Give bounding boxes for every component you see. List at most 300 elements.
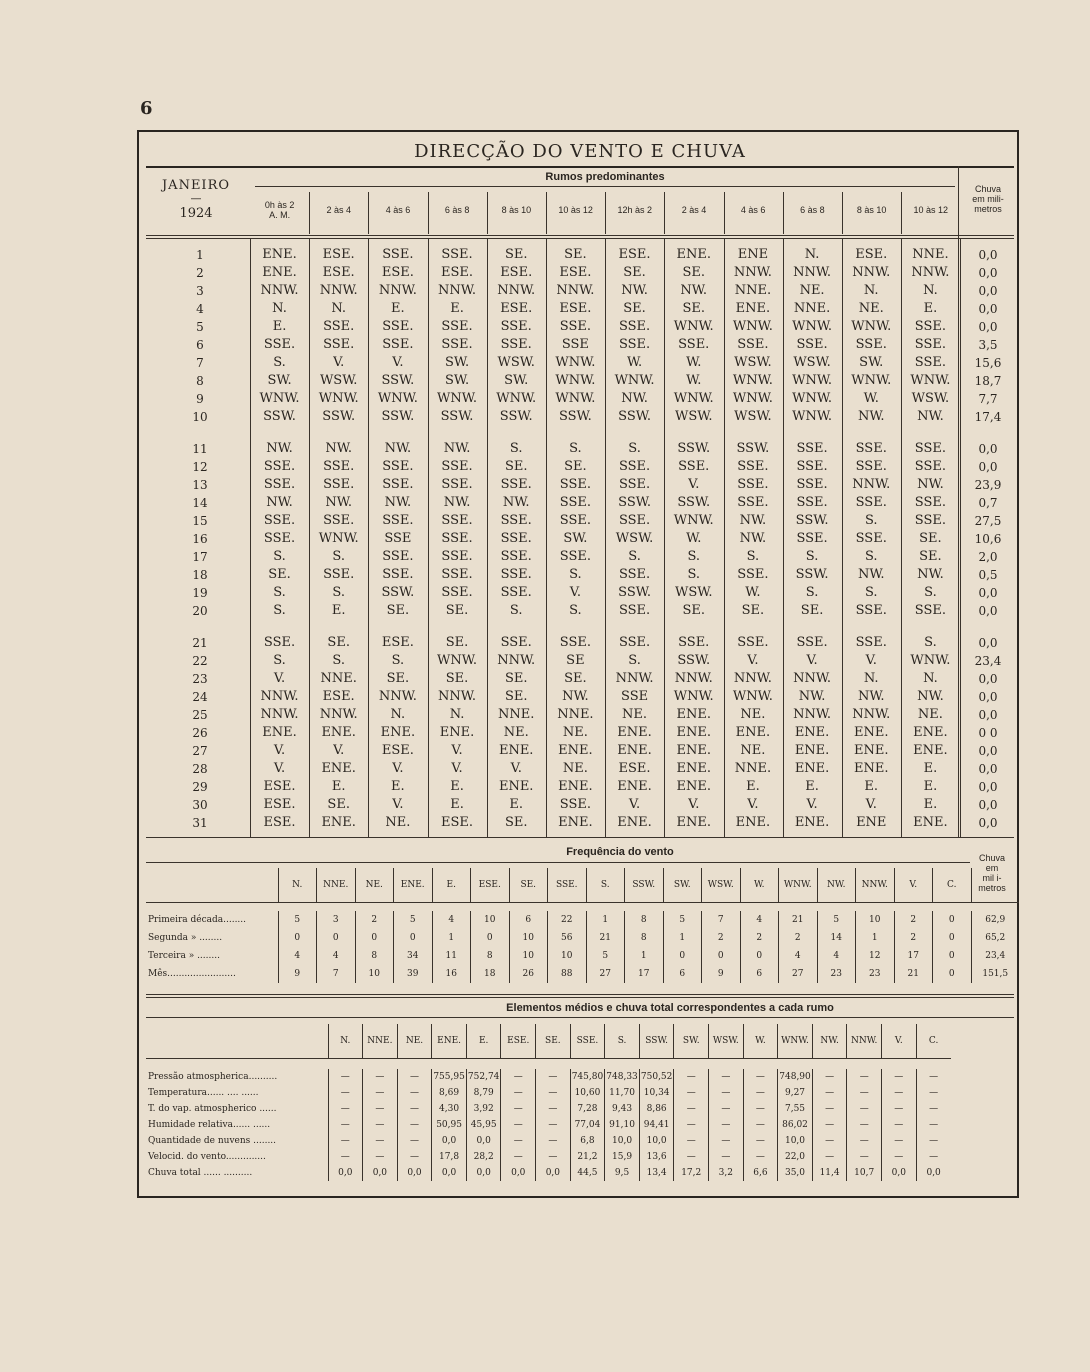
wind-direction-cell: SE. [504, 459, 528, 474]
wind-direction-cell: ESE. [263, 779, 296, 794]
column-header: N. [328, 1024, 363, 1059]
wind-direction-cell: WNW. [555, 391, 596, 406]
wind-direction-cell: N. [331, 301, 347, 316]
table-row [150, 530, 1016, 548]
wind-direction-cell: N. [863, 671, 879, 686]
wind-direction-cell: NNW. [733, 671, 772, 686]
wind-direction-cell: ENE. [794, 743, 830, 758]
wind-direction-cell: NE. [503, 725, 529, 740]
wind-direction-cell: SSE. [914, 495, 947, 510]
wind-direction-cell: S. [273, 603, 286, 618]
rain-total-cell: 65,2 [971, 929, 1019, 947]
table-row [150, 584, 1016, 602]
month-label: JANEIRO [161, 178, 231, 193]
value-cell: 755,95 [432, 1069, 467, 1085]
wind-direction-cell: ESE. [322, 247, 355, 262]
wind-direction-cell: WNW. [792, 373, 833, 388]
value-cell: 26 [509, 965, 548, 983]
value-cell: 4,30 [432, 1101, 467, 1117]
value-cell: — [709, 1101, 744, 1117]
wind-direction-cell: NE. [799, 283, 825, 298]
value-cell: 10,7 [847, 1165, 882, 1181]
wind-direction-cell: ESE. [381, 743, 414, 758]
wind-direction-cell: ESE. [441, 815, 474, 830]
column-divider [901, 238, 902, 837]
value-cell: — [674, 1149, 709, 1165]
wind-direction-cell: N. [449, 707, 465, 722]
rain-value: 0,0 [978, 672, 998, 686]
table-row [150, 814, 1016, 832]
wind-direction-cell: NNE. [557, 707, 594, 722]
value-cell: 1 [625, 947, 664, 965]
wind-direction-cell: SSE. [618, 319, 651, 334]
wind-direction-cell: ESE. [618, 247, 651, 262]
wind-direction-cell: SSW. [381, 409, 415, 424]
decade-gap [150, 620, 1016, 634]
wind-direction-cell: NW. [266, 495, 293, 510]
value-cell: — [882, 1133, 917, 1149]
wind-direction-cell: E. [923, 761, 938, 776]
wind-direction-cell: SW. [859, 355, 884, 370]
value-cell: 0 [933, 929, 972, 947]
wind-direction-cell: SSE. [914, 355, 947, 370]
value-cell: 7 [317, 965, 356, 983]
wind-direction-cell: SSE. [678, 635, 710, 650]
value-cell: 0 [471, 929, 510, 947]
wind-direction-cell: ENE. [794, 761, 830, 776]
wind-direction-cell: S. [628, 653, 641, 668]
wind-direction-cell: WNW. [377, 391, 418, 406]
wind-direction-cell: WNW. [910, 373, 951, 388]
wind-direction-cell: NNE. [793, 301, 831, 316]
wind-direction-cell: SSE. [441, 513, 473, 528]
value-cell: 11,70 [605, 1085, 640, 1101]
column-header: ESE. [501, 1024, 536, 1059]
wind-direction-cell: SSE. [559, 635, 591, 650]
wind-direction-cell: SSE. [559, 495, 591, 510]
wind-direction-cell: SW. [267, 373, 292, 388]
wind-direction-cell: NW. [857, 409, 885, 424]
wind-direction-cell: SE. [504, 671, 528, 686]
wind-direction-cell: ENE. [853, 725, 889, 740]
value-cell: 12 [856, 947, 895, 965]
wind-direction-cell: S. [687, 567, 701, 582]
wind-direction-cell: SSE. [855, 603, 887, 618]
wind-direction-cell: WNW. [437, 653, 478, 668]
wind-direction-cell: SSE. [263, 635, 296, 650]
wind-direction-cell: ENE. [913, 815, 948, 830]
wind-direction-cell: E. [331, 603, 346, 618]
day-number: 31 [192, 816, 208, 830]
day-number: 1 [196, 248, 204, 262]
value-cell: — [847, 1069, 882, 1085]
wind-direction-cell: V. [451, 743, 463, 758]
freq-title: Frequência do vento [566, 846, 674, 858]
wind-direction-cell: ESE. [618, 761, 651, 776]
wind-direction-cell: SSE. [323, 513, 355, 528]
wind-direction-cell: SSE. [500, 477, 532, 492]
hour-header-line: 12h às 2 [617, 205, 653, 215]
wind-direction-cell: SSW. [618, 495, 651, 510]
wind-direction-cell: SSE. [441, 477, 473, 492]
wind-direction-cell: SSW. [618, 585, 651, 600]
wind-direction-cell: V. [806, 797, 818, 812]
column-divider [368, 238, 369, 837]
wind-direction-cell: SSE. [263, 477, 296, 492]
hour-header-7 [605, 205, 664, 215]
wind-direction-cell: NE. [622, 707, 648, 722]
wind-direction-cell: SW. [563, 531, 588, 546]
day-number: 5 [196, 320, 204, 334]
wind-direction-cell: E. [272, 319, 287, 334]
wind-direction-cell: ESE. [263, 797, 296, 812]
wind-direction-cell: SSE. [500, 513, 532, 528]
table-row [150, 602, 1016, 620]
wind-direction-cell: NNW. [260, 689, 299, 704]
column-divider [250, 238, 251, 837]
hour-header-line: 8 às 10 [856, 205, 887, 215]
row-label: Mês........................ [148, 969, 236, 979]
column-header: S. [586, 868, 625, 903]
column-divider [487, 238, 488, 837]
wind-direction-cell: WNW. [673, 391, 714, 406]
value-cell: — [397, 1069, 432, 1085]
wind-direction-cell: NE. [858, 301, 884, 316]
value-cell: — [363, 1117, 398, 1133]
wind-direction-cell: SE. [564, 247, 587, 262]
wind-direction-cell: WNW. [851, 373, 892, 388]
table-row [150, 354, 1016, 372]
wind-direction-cell: SSE [384, 531, 412, 546]
table-row [150, 408, 1016, 426]
wind-direction-cell: S. [569, 441, 582, 456]
table-row [150, 796, 1016, 814]
day-number: 18 [192, 568, 208, 582]
wind-direction-cell: SSE. [559, 549, 591, 564]
wind-direction-cell: WNW. [555, 373, 596, 388]
wind-direction-cell: NW. [443, 441, 471, 456]
hour-header-10 [783, 205, 842, 215]
hour-header-6 [546, 205, 605, 215]
wind-direction-cell: S. [924, 585, 937, 600]
value-cell: 0 [933, 911, 972, 929]
wind-direction-cell: SE. [327, 797, 350, 812]
value-cell: 2 [779, 929, 818, 947]
wind-direction-cell: NE. [562, 761, 588, 776]
wind-direction-cell: SSE. [737, 635, 769, 650]
value-cell: — [397, 1085, 432, 1101]
value-cell: 27 [586, 965, 625, 983]
wind-direction-cell: SSE. [855, 459, 887, 474]
wind-direction-cell: V. [806, 653, 818, 668]
value-cell: 0 [740, 947, 779, 965]
wind-direction-cell: V. [747, 797, 759, 812]
wind-direction-cell: V. [865, 797, 877, 812]
column-header: W. [743, 1024, 778, 1059]
column-header: SW. [674, 1024, 709, 1059]
wind-direction-cell: NW. [798, 689, 826, 704]
wind-direction-cell: ENE. [262, 725, 297, 740]
value-cell: 4 [740, 911, 779, 929]
wind-direction-cell: ENE. [676, 815, 711, 830]
wind-direction-cell: ENE. [321, 815, 356, 830]
rain-value: 0,0 [978, 690, 998, 704]
day-number: 20 [192, 604, 208, 618]
hour-header-11 [842, 205, 901, 215]
wind-direction-cell: WSW. [674, 409, 713, 424]
value-cell: 10,60 [570, 1085, 605, 1101]
hour-header-divider [487, 192, 488, 234]
wind-direction-cell: ENE. [794, 815, 830, 830]
wind-direction-cell: ENE. [558, 779, 593, 794]
value-cell: 13,4 [639, 1165, 674, 1181]
wind-direction-cell: WNW. [732, 373, 773, 388]
freq-rain-line-1: Chuva [978, 853, 1005, 863]
value-cell: 7 [702, 911, 741, 929]
wind-direction-cell: WSW. [734, 409, 772, 424]
value-cell: 0,0 [501, 1165, 536, 1181]
wind-direction-cell: WNW. [732, 391, 773, 406]
table-row [150, 476, 1016, 494]
value-cell: 0,0 [397, 1165, 432, 1181]
wind-direction-cell: SSE. [618, 459, 651, 474]
rain-value: 0,0 [978, 798, 998, 812]
wind-direction-cell: SSE. [559, 797, 591, 812]
wind-direction-cell: SSE. [559, 319, 591, 334]
freq-rain-line-2: em [985, 863, 999, 873]
table-row [150, 300, 1016, 318]
wind-direction-cell: ESE. [441, 265, 474, 280]
value-cell: — [743, 1085, 778, 1101]
wind-direction-cell: S. [569, 567, 582, 582]
wind-direction-cell: SE [566, 653, 585, 668]
value-cell: — [709, 1085, 744, 1101]
wind-direction-cell: NW. [857, 567, 885, 582]
value-cell: 4 [317, 947, 356, 965]
day-number: 17 [192, 550, 208, 564]
value-cell: — [709, 1133, 744, 1149]
wind-direction-cell: NNW. [793, 671, 832, 686]
wind-direction-cell: SE. [386, 671, 410, 686]
value-cell: 9,27 [778, 1085, 813, 1101]
value-cell: — [916, 1101, 951, 1117]
day-number: 4 [196, 302, 204, 316]
wind-direction-cell: SSE. [323, 319, 355, 334]
value-cell: 10 [509, 947, 548, 965]
value-cell: — [328, 1069, 363, 1085]
wind-direction-cell: NNW. [319, 283, 358, 298]
rain-value: 0,0 [978, 780, 998, 794]
wind-direction-cell: ESE. [381, 635, 414, 650]
wind-direction-cell: NW. [917, 409, 944, 424]
wind-direction-cell: SSE. [618, 513, 651, 528]
header-bottom-rule [146, 235, 1014, 236]
wind-direction-cell: ENE. [617, 743, 652, 758]
value-cell: 17 [625, 965, 664, 983]
wind-direction-cell: NNW. [497, 283, 536, 298]
value-cell: — [916, 1149, 951, 1165]
table-row [150, 372, 1016, 390]
header-rain-blank [971, 868, 1019, 903]
rain-value: 0,7 [978, 496, 998, 510]
value-cell: 3 [317, 911, 356, 929]
wind-direction-cell: WNW. [496, 391, 537, 406]
value-cell: 6 [509, 911, 548, 929]
wind-direction-cell: SSE. [855, 441, 887, 456]
wind-direction-cell: SSE. [323, 459, 355, 474]
wind-direction-cell: S. [864, 549, 878, 564]
day-number: 7 [196, 356, 204, 370]
table-row [146, 929, 1019, 947]
wind-direction-cell: SSW. [736, 441, 770, 456]
wind-direction-cell: NW. [502, 495, 530, 510]
wind-direction-cell: NW. [325, 495, 352, 510]
value-cell: — [882, 1117, 917, 1133]
value-cell: 750,52 [639, 1069, 674, 1085]
wind-direction-cell: E. [746, 779, 760, 794]
hour-header-line: 10 às 12 [913, 205, 949, 215]
wind-direction-cell: ENE. [913, 725, 948, 740]
column-header: V. [882, 1024, 917, 1059]
hour-header-2 [309, 205, 368, 215]
column-header: NNE. [317, 868, 356, 903]
value-cell: 44,5 [570, 1165, 605, 1181]
wind-direction-cell: W. [626, 355, 643, 370]
value-cell: — [743, 1069, 778, 1085]
wind-direction-cell: NNW. [852, 265, 891, 280]
header-bottom-rule-2 [146, 238, 1014, 239]
wind-direction-table [150, 246, 1016, 832]
wind-direction-cell: ENE. [676, 725, 711, 740]
column-divider [664, 238, 665, 837]
wind-direction-cell: SSE. [441, 337, 473, 352]
table-row [146, 965, 1019, 983]
value-cell: — [501, 1101, 536, 1117]
wind-direction-cell: SSW. [381, 585, 415, 600]
wind-direction-cell: S. [864, 513, 878, 528]
value-cell: — [847, 1101, 882, 1117]
value-cell: 0,0 [432, 1165, 467, 1181]
value-cell: 17,2 [674, 1165, 709, 1181]
wind-direction-cell: SSE. [618, 477, 651, 492]
wind-direction-cell: ESE. [855, 247, 888, 262]
value-cell: 0 [933, 965, 972, 983]
rain-value: 0,0 [978, 762, 998, 776]
wind-frequency-table [146, 868, 1019, 983]
value-cell: 7,55 [778, 1101, 813, 1117]
day-number: 16 [192, 532, 208, 546]
table-row [146, 1117, 951, 1133]
wind-direction-cell: SSW. [440, 409, 474, 424]
wind-direction-cell: ENE. [498, 743, 534, 758]
wind-direction-cell: ENE. [380, 725, 416, 740]
value-cell: 745,80 [570, 1069, 605, 1085]
wind-direction-cell: SSE. [914, 441, 947, 456]
column-header: S. [605, 1024, 640, 1059]
wind-direction-cell: SSE. [441, 549, 473, 564]
wind-direction-cell: WNW. [910, 653, 951, 668]
value-cell: 2 [702, 929, 741, 947]
wind-direction-cell: S. [332, 653, 345, 668]
value-cell: 21 [779, 911, 818, 929]
wind-direction-cell: SSE. [855, 495, 887, 510]
header-blank [146, 868, 278, 903]
wind-direction-cell: NE. [562, 725, 588, 740]
table-row [150, 458, 1016, 476]
wind-direction-cell: ESE. [500, 301, 533, 316]
wind-direction-cell: SE. [682, 265, 705, 280]
value-cell: — [397, 1133, 432, 1149]
wind-direction-cell: NNW. [378, 283, 417, 298]
hour-header-divider [664, 192, 665, 234]
wind-direction-cell: S. [628, 549, 641, 564]
value-cell: — [812, 1085, 847, 1101]
value-cell: 10,0 [778, 1133, 813, 1149]
wind-direction-cell: E. [864, 779, 879, 794]
value-cell: 21 [894, 965, 933, 983]
rain-total-cell: 151,5 [971, 965, 1019, 983]
elem-title-rule [146, 1017, 1014, 1018]
column-header: ENE. [432, 1024, 467, 1059]
wind-direction-cell: SSE. [500, 549, 532, 564]
wind-direction-cell: ESE. [381, 265, 414, 280]
wind-direction-cell: WNW. [437, 391, 478, 406]
value-cell: — [363, 1149, 398, 1165]
value-cell: 0,0 [466, 1165, 501, 1181]
wind-direction-cell: WNW. [259, 391, 300, 406]
rain-header-line-1: Chuva [974, 184, 1001, 194]
row-label: Humidade relativa...... ...... [148, 1120, 271, 1130]
wind-direction-cell: SSE. [441, 567, 473, 582]
value-cell: 5 [278, 911, 317, 929]
wind-direction-cell: SSW. [558, 409, 592, 424]
wind-direction-cell: SSW. [263, 409, 296, 424]
column-divider [605, 238, 606, 837]
wind-direction-cell: WNW. [614, 373, 655, 388]
wind-direction-cell: SSE. [441, 585, 473, 600]
value-cell: — [397, 1117, 432, 1133]
table-row [150, 688, 1016, 706]
value-cell: 0 [394, 929, 433, 947]
wind-direction-cell: SE. [919, 531, 942, 546]
column-divider [309, 238, 310, 837]
row-label: Primeira década........ [148, 915, 247, 925]
wind-direction-cell: SE. [564, 671, 587, 686]
column-divider [783, 238, 784, 837]
wind-direction-cell: WNW. [673, 513, 714, 528]
column-divider [960, 238, 961, 837]
wind-direction-cell: SE. [800, 603, 824, 618]
column-header: V. [894, 868, 933, 903]
value-cell: 5 [394, 911, 433, 929]
value-cell: 0,0 [466, 1133, 501, 1149]
table-row [150, 512, 1016, 530]
wind-direction-cell: NW. [384, 441, 412, 456]
hour-header-line: 10 às 12 [558, 205, 593, 215]
wind-direction-cell: S. [628, 441, 641, 456]
wind-direction-cell: SE. [504, 815, 528, 830]
value-cell: — [328, 1133, 363, 1149]
wind-direction-cell: S. [687, 549, 701, 564]
table-row [150, 548, 1016, 566]
wind-direction-cell: ENE. [853, 743, 889, 758]
wind-direction-cell: NW. [739, 513, 767, 528]
day-number: 25 [192, 708, 208, 722]
value-cell: 0,0 [536, 1165, 571, 1181]
freq-bottom-rule-2 [146, 997, 1014, 998]
wind-direction-cell: SSE. [559, 513, 591, 528]
value-cell: 4 [278, 947, 317, 965]
